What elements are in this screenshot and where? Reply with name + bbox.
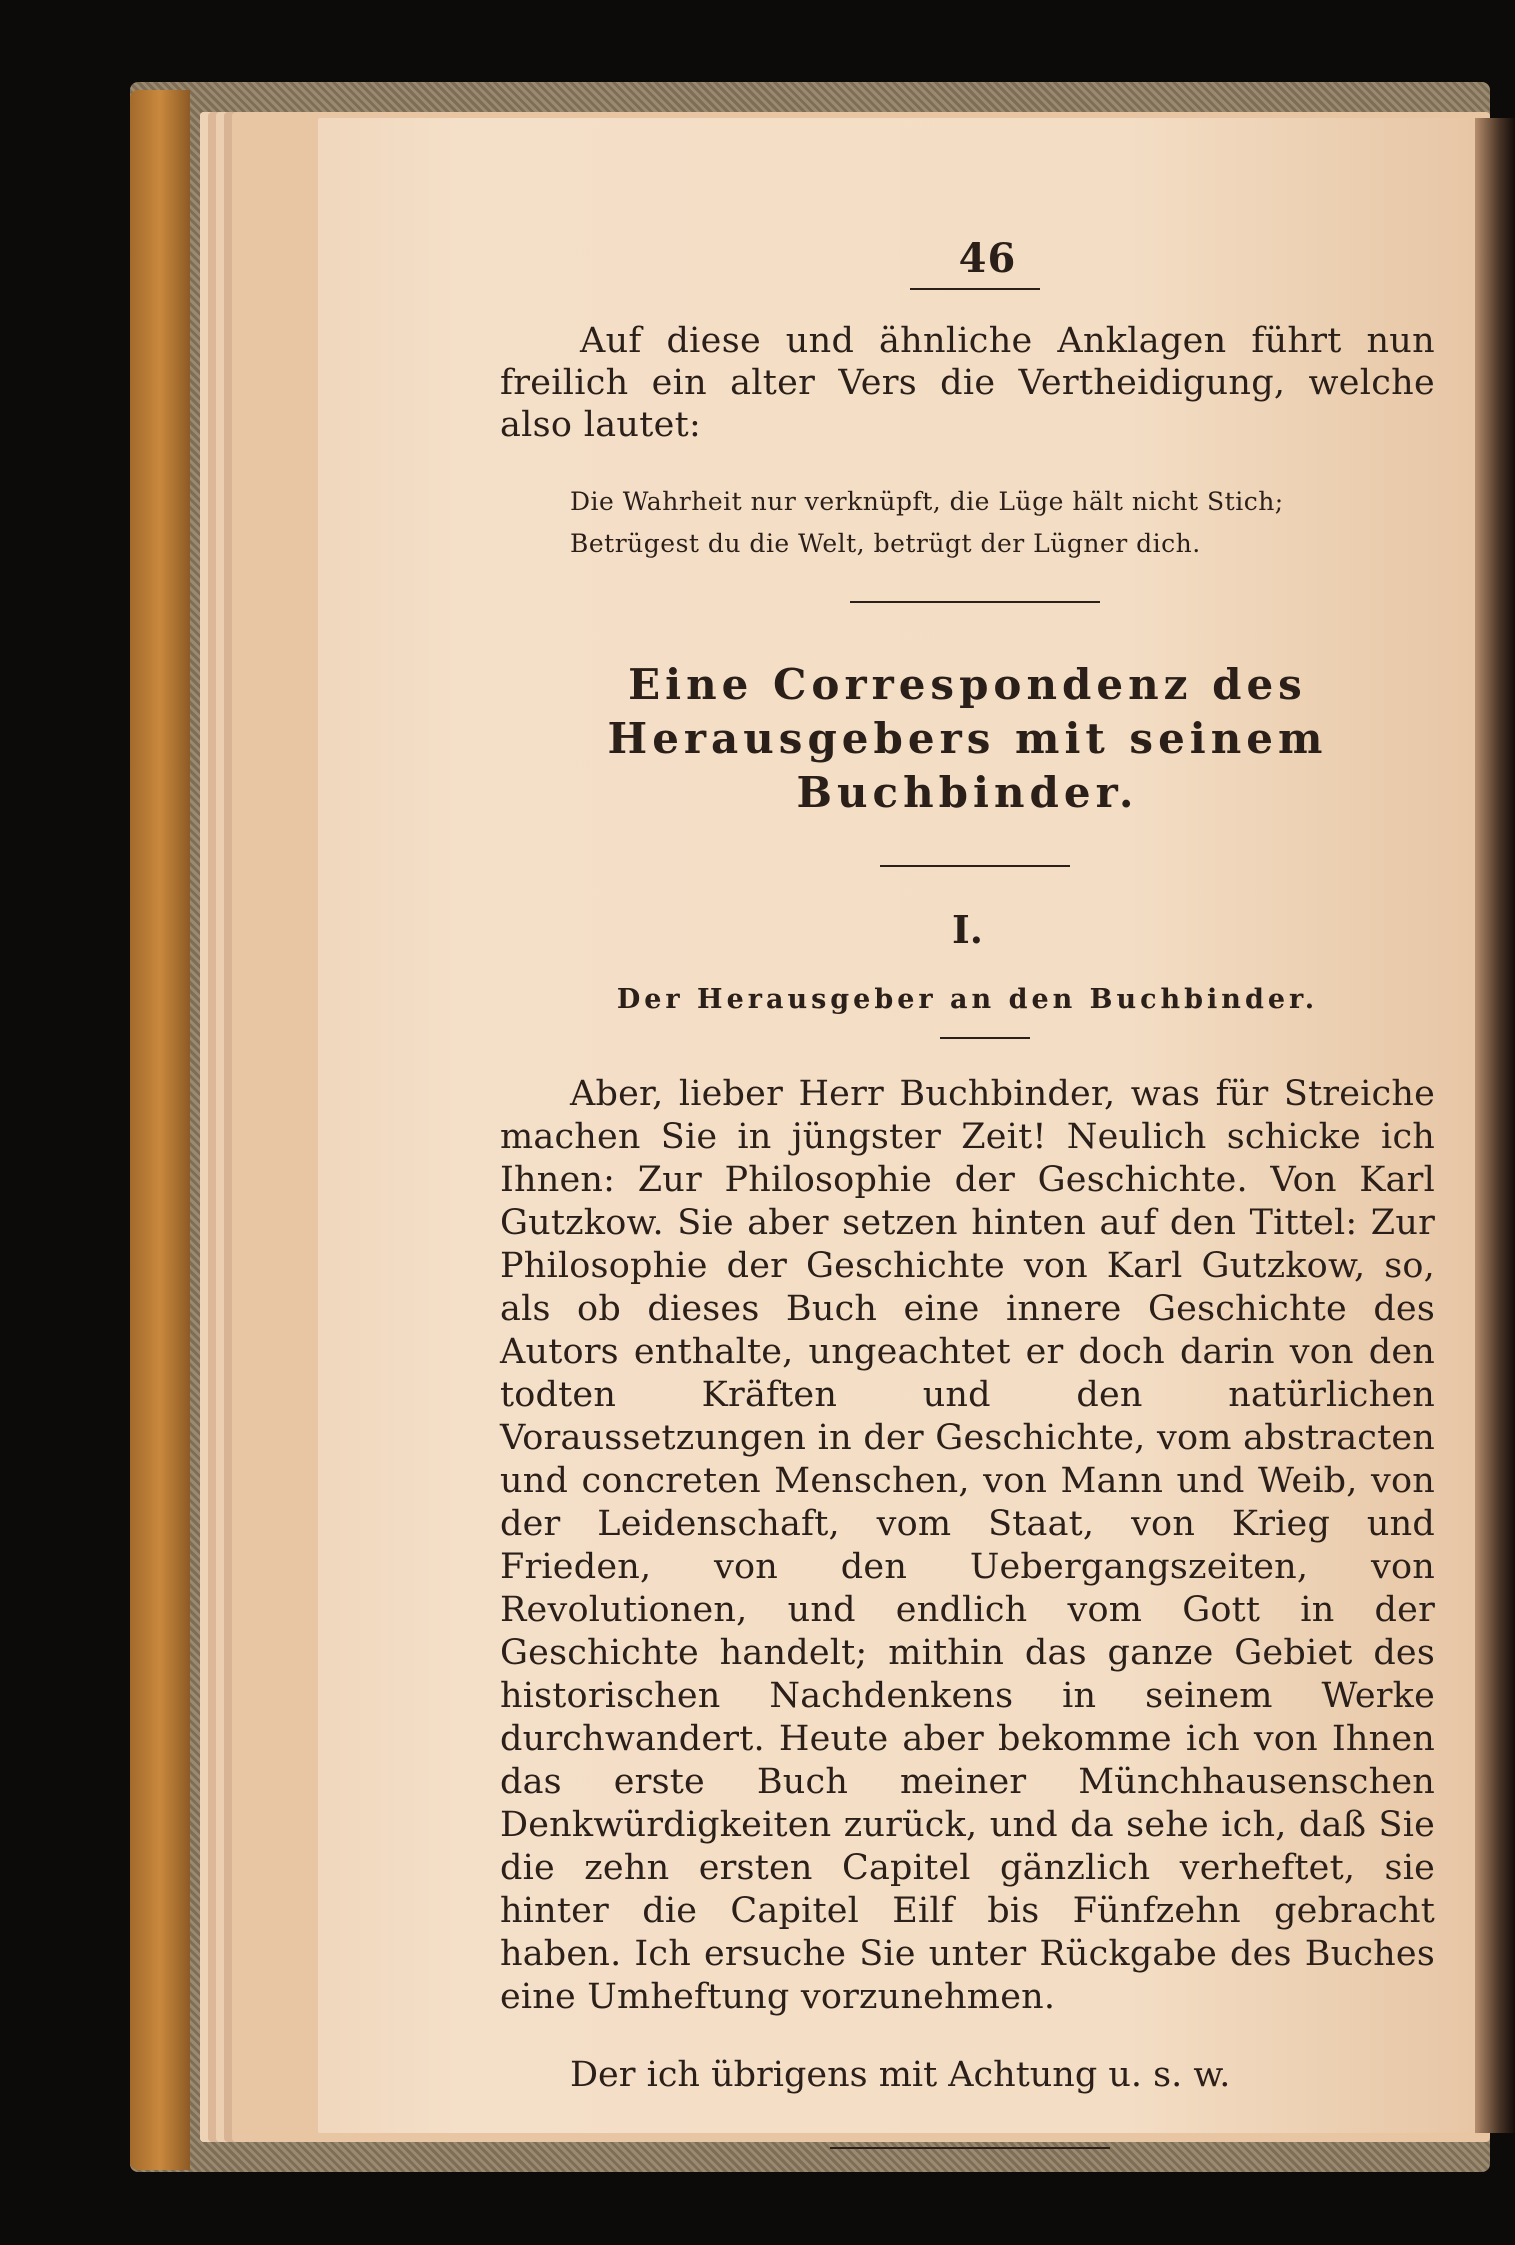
verse-line: Die Wahrheit nur verknüpft, die Lüge hält nicht Stich; [570,487,1284,516]
page-gutter [1475,118,1515,2133]
section-numeral: I. [951,907,983,952]
verse-block [500,481,1435,565]
page-content [500,235,1435,2149]
page-number: 46 [958,235,1017,282]
divider-rule [830,2147,1110,2149]
letter-closing: Der ich übrigens mit Achtung u. s. w. [570,2055,1231,2095]
divider-rule [940,1037,1030,1039]
letter-subheading: Der Herausgeber an den Buchbinder. [616,984,1319,1015]
letter-body: Aber, lieber Herr Buchbinder, was für Streiche machen Sie in jüngster Zeit! Neulich schicke ich Ihnen: Zur Philosophie der Geschichte. Von Karl Gutzkow. Sie aber setzen hinten auf den Tittel: Zur Philosophie der Geschichte von Karl Gutzkow, so, als ob dieses Buch eine innere Geschichte des Autors enthalte, ungeachtet er doch darin von den todten Kräften und den natürlichen Voraussetzungen in der Geschichte, vom abstracten und concreten Menschen, von Mann und Weib, von der Leidenschaft, vom Staat, von Krieg und Frieden, von den Uebergangszeiten, von Revolutionen, und endlich vom Gott in der Geschichte handelt; mithin das ganze Gebiet des historischen Nachdenkens in seinem Werke durchwandert. Heute aber bekomme ich von Ihnen das erste Buch meiner Münchhausenschen Denkwürdigkeiten zurück, und da sehe ich, daß Sie die zehn ersten Capitel gänzlich verheftet, sie hinter die Capitel Eilf bis Fünfzehn gebracht haben. Ich ersuche Sie unter Rückgabe des Buches eine Umheftung vorzunehmen. [500,1074,1435,2017]
divider-rule [910,288,1040,290]
section-heading: Eine Correspondenz des Herausgebers mit seinem Buchbinder. [607,660,1328,817]
divider-rule [850,601,1100,603]
verse-line: Betrügest du die Welt, betrügt der Lügner dich. [570,529,1201,558]
divider-rule [880,865,1070,867]
cover-spine-edge [130,90,190,2170]
intro-paragraph: Auf diese und ähnliche Anklagen führt nun freilich ein alter Vers die Vertheidigung, welche also lautet: [500,321,1435,445]
